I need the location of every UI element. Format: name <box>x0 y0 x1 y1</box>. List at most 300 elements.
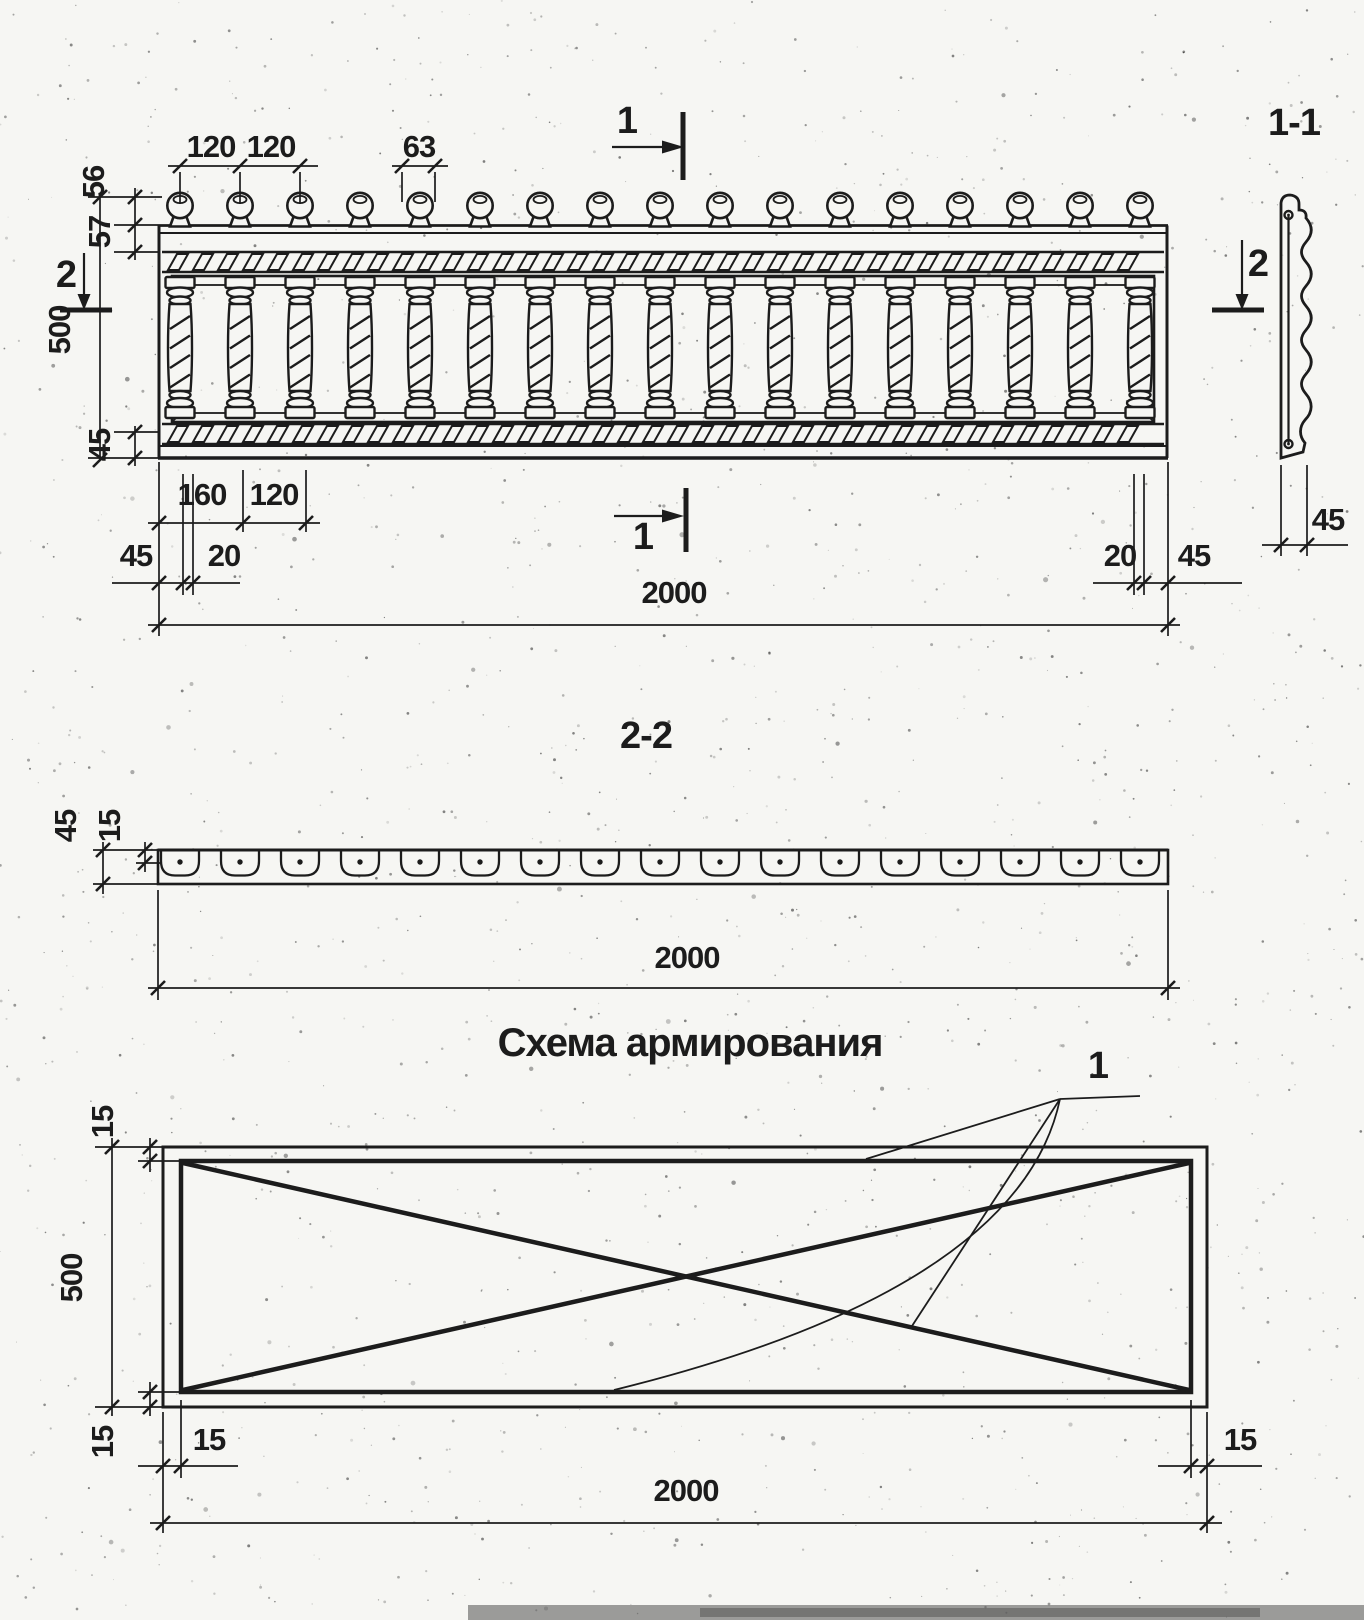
noise-dot <box>1239 610 1241 612</box>
noise-dot <box>844 163 846 165</box>
finial-knob <box>827 193 852 227</box>
dim-label: 2000 <box>654 940 720 975</box>
noise-dot <box>828 550 829 551</box>
noise-dot <box>636 569 639 572</box>
noise-dot <box>858 523 861 526</box>
noise-dot <box>276 389 277 390</box>
noise-dot <box>67 98 69 100</box>
noise-dot <box>1271 771 1274 774</box>
noise-dot <box>845 1200 847 1202</box>
socket-rebar-dot <box>837 859 842 864</box>
noise-dot <box>365 656 368 659</box>
rebar-end-dot-core <box>1287 214 1290 217</box>
noise-dot <box>329 728 331 730</box>
noise-dot <box>208 977 211 980</box>
noise-dot <box>1262 940 1265 943</box>
noise-dot <box>194 176 196 178</box>
noise-dot <box>123 496 126 499</box>
noise-dot <box>466 685 469 688</box>
noise-dot <box>1129 1345 1132 1348</box>
noise-dot <box>229 1155 230 1156</box>
noise-dot <box>1164 267 1165 268</box>
noise-dot <box>1080 672 1083 675</box>
noise-dot <box>1343 893 1345 895</box>
noise-dot <box>1014 845 1015 846</box>
noise-dot <box>28 199 29 200</box>
socket-rebar-dot <box>477 859 482 864</box>
noise-dot <box>690 408 692 410</box>
noise-dot <box>76 426 78 428</box>
noise-dot <box>147 140 150 143</box>
noise-dot <box>942 1394 945 1397</box>
noise-dot <box>278 469 281 472</box>
noise-dot <box>1057 1091 1058 1092</box>
noise-dot <box>554 1271 556 1273</box>
noise-dot <box>1138 595 1139 596</box>
noise-dot <box>679 1186 681 1188</box>
noise-dot <box>978 947 980 949</box>
noise-dot <box>43 1036 46 1039</box>
noise-dot <box>930 1287 933 1290</box>
noise-dot <box>970 638 972 640</box>
noise-dot <box>33 1451 35 1453</box>
noise-dot <box>1015 1489 1016 1490</box>
noise-dot <box>550 1524 551 1525</box>
noise-dot <box>384 1501 386 1503</box>
baluster <box>346 277 375 418</box>
noise-dot <box>1011 834 1013 836</box>
noise-dot <box>129 1508 132 1511</box>
finial-knob <box>887 193 912 227</box>
noise-dot <box>1127 1057 1129 1059</box>
noise-dot <box>1029 657 1032 660</box>
noise-dot <box>735 819 738 822</box>
finial-knob <box>947 193 972 227</box>
noise-dot <box>1249 158 1251 160</box>
noise-dot <box>1138 1358 1140 1360</box>
noise-dot <box>726 592 729 595</box>
noise-dot <box>858 572 860 574</box>
noise-dot <box>796 909 797 910</box>
noise-dot <box>146 1157 149 1160</box>
dim-label: 56 <box>76 165 111 199</box>
noise-dot <box>1262 1201 1265 1204</box>
noise-dot <box>366 229 368 231</box>
dim-label: 15 <box>85 1425 120 1459</box>
noise-dot <box>749 770 750 771</box>
noise-dot <box>1001 1438 1003 1440</box>
noise-dot <box>780 912 783 915</box>
noise-dot <box>133 1298 136 1301</box>
noise-dot <box>474 1533 475 1534</box>
noise-dot <box>1153 1016 1154 1017</box>
noise-dot <box>674 1401 678 1405</box>
noise-dot <box>831 777 833 779</box>
noise-dot <box>871 1199 873 1201</box>
noise-dot <box>1362 265 1364 267</box>
noise-dot <box>332 938 334 940</box>
noise-dot <box>324 89 327 92</box>
noise-dot <box>427 121 429 123</box>
noise-dot <box>229 1353 231 1355</box>
noise-dot <box>29 768 31 770</box>
dim-label: 15 <box>1223 1422 1257 1457</box>
noise-dot <box>518 1351 520 1353</box>
noise-dot <box>924 601 927 604</box>
noise-dot <box>59 762 62 765</box>
noise-dot <box>788 839 791 842</box>
noise-dot <box>5 237 8 240</box>
noise-dot <box>824 1489 826 1491</box>
noise-dot <box>75 5 76 6</box>
noise-dot <box>807 1224 809 1226</box>
noise-dot <box>261 1188 263 1190</box>
noise-dot <box>419 643 420 644</box>
noise-dot <box>222 1411 224 1413</box>
noise-dot <box>468 1038 471 1041</box>
noise-dot <box>1273 683 1275 685</box>
noise-dot <box>1183 52 1184 53</box>
noise-dot <box>1295 652 1297 654</box>
noise-dot <box>496 930 498 932</box>
noise-dot <box>1129 524 1131 526</box>
noise-dot <box>1237 70 1239 72</box>
noise-dot <box>1131 946 1133 948</box>
noise-dot <box>1024 1165 1025 1166</box>
noise-dot <box>1173 789 1175 791</box>
noise-dot <box>929 1228 931 1230</box>
noise-dot <box>962 1498 964 1500</box>
noise-dot <box>972 1438 973 1439</box>
finial-knob <box>1127 193 1152 227</box>
noise-dot <box>88 1413 90 1415</box>
noise-dot <box>896 1235 898 1237</box>
noise-dot <box>119 1054 122 1057</box>
noise-dot <box>1012 819 1014 821</box>
noise-dot <box>1304 923 1305 924</box>
noise-dot <box>639 665 640 666</box>
noise-dot <box>993 640 995 642</box>
socket-rebar-dot <box>177 859 182 864</box>
noise-dot <box>1240 360 1242 362</box>
noise-dot <box>507 55 509 57</box>
noise-dot <box>952 55 955 58</box>
noise-dot <box>409 1283 411 1285</box>
noise-dot <box>1227 1541 1230 1544</box>
noise-dot <box>1355 194 1357 196</box>
noise-dot <box>1309 1297 1312 1300</box>
noise-dot <box>956 908 959 911</box>
noise-dot <box>737 993 738 994</box>
noise-dot <box>77 871 79 873</box>
noise-dot <box>1004 390 1007 393</box>
noise-dot <box>88 766 91 769</box>
noise-dot <box>0 1000 3 1003</box>
noise-dot <box>1250 345 1252 347</box>
noise-dot <box>1034 657 1036 659</box>
noise-dot <box>233 750 236 753</box>
noise-dot <box>1231 603 1233 605</box>
noise-dot <box>340 713 342 715</box>
noise-dot <box>289 108 290 109</box>
noise-dot <box>1136 724 1139 727</box>
noise-dot <box>102 986 103 987</box>
noise-dot <box>175 1459 176 1460</box>
noise-dot <box>432 701 434 703</box>
noise-dot <box>287 1170 290 1173</box>
noise-dot <box>1031 1595 1033 1597</box>
noise-dot <box>760 484 761 485</box>
noise-dot <box>584 1319 587 1322</box>
noise-dot <box>542 168 543 169</box>
noise-dot <box>401 972 403 974</box>
noise-dot <box>88 1487 90 1489</box>
noise-dot <box>1282 255 1283 256</box>
noise-dot <box>823 587 825 589</box>
noise-dot <box>512 194 514 196</box>
noise-dot <box>235 47 237 49</box>
noise-dot <box>1007 594 1010 597</box>
noise-dot <box>290 566 293 569</box>
noise-dot <box>39 388 42 391</box>
noise-dot <box>62 1234 65 1237</box>
noise-dot <box>112 576 113 577</box>
noise-dot <box>530 1152 533 1155</box>
noise-dot <box>74 1377 77 1380</box>
noise-dot <box>1193 507 1194 508</box>
noise-dot <box>33 1586 35 1588</box>
noise-dot <box>138 1333 141 1336</box>
noise-dot <box>862 1418 864 1420</box>
noise-dot <box>1060 249 1062 251</box>
noise-dot <box>104 1234 105 1235</box>
noise-dot <box>62 915 64 917</box>
noise-dot <box>746 813 747 814</box>
noise-dot <box>1306 9 1308 11</box>
noise-dot <box>66 139 68 141</box>
noise-dot <box>463 1321 466 1324</box>
noise-dot <box>364 13 366 15</box>
noise-dot <box>502 1363 503 1364</box>
noise-dot <box>198 886 199 887</box>
baluster-plinth <box>946 407 975 418</box>
noise-dot <box>900 76 903 79</box>
baluster <box>586 277 615 418</box>
noise-dot <box>403 14 405 16</box>
noise-dot <box>609 1240 610 1241</box>
noise-dot <box>399 299 400 300</box>
noise-dot <box>1031 1542 1033 1544</box>
noise-dot <box>1051 655 1054 658</box>
noise-dot <box>523 469 525 471</box>
noise-dot <box>130 770 134 774</box>
noise-dot <box>961 178 963 180</box>
noise-dot <box>1139 1597 1141 1599</box>
noise-dot <box>290 650 292 652</box>
noise-dot <box>3 348 5 350</box>
noise-dot <box>881 671 882 672</box>
noise-dot <box>13 259 16 262</box>
noise-dot <box>50 1427 52 1429</box>
noise-dot <box>1179 1195 1181 1197</box>
noise-dot <box>371 526 373 528</box>
noise-dot <box>1001 777 1003 779</box>
noise-dot <box>813 598 814 599</box>
noise-dot <box>909 1468 912 1471</box>
noise-dot <box>292 537 297 542</box>
noise-dot <box>668 1289 670 1291</box>
noise-dot <box>748 748 750 750</box>
noise-dot <box>1270 21 1272 23</box>
noise-dot <box>1296 820 1300 824</box>
noise-dot <box>229 81 230 82</box>
noise-dot <box>1336 95 1339 98</box>
noise-dot <box>265 1298 268 1301</box>
noise-dot <box>969 1190 970 1191</box>
noise-dot <box>538 529 540 531</box>
noise-dot <box>505 919 506 920</box>
noise-dot <box>932 416 934 418</box>
noise-dot <box>733 786 734 787</box>
noise-dot <box>626 984 628 986</box>
noise-dot <box>780 1280 782 1282</box>
noise-dot <box>655 761 657 763</box>
noise-dot <box>885 837 886 838</box>
baluster-plinth <box>706 407 735 418</box>
noise-dot <box>479 1579 480 1580</box>
noise-dot <box>864 800 867 803</box>
noise-dot <box>977 500 979 502</box>
noise-dot <box>47 543 48 544</box>
noise-dot <box>873 647 874 648</box>
noise-dot <box>180 1108 181 1109</box>
noise-dot <box>1290 1453 1292 1455</box>
noise-dot <box>1359 314 1361 316</box>
noise-dot <box>371 1445 372 1446</box>
noise-dot <box>452 1593 454 1595</box>
noise-dot <box>541 548 542 549</box>
noise-dot <box>516 901 518 903</box>
noise-dot <box>1170 804 1172 806</box>
noise-dot <box>901 1306 902 1307</box>
noise-dot <box>997 804 999 806</box>
noise-dot <box>580 1506 582 1508</box>
noise-dot <box>1116 1456 1118 1458</box>
noise-dot <box>677 1142 678 1143</box>
noise-dot <box>59 84 62 87</box>
noise-dot <box>768 718 771 721</box>
noise-dot <box>68 65 70 67</box>
noise-dot <box>620 465 622 467</box>
noise-dot <box>649 773 651 775</box>
noise-dot <box>879 184 882 187</box>
noise-dot <box>539 841 542 844</box>
noise-dot <box>45 1517 47 1519</box>
noise-dot <box>282 701 283 702</box>
noise-dot <box>645 47 647 49</box>
noise-dot <box>125 1131 127 1133</box>
noise-dot <box>821 1083 822 1084</box>
noise-dot <box>855 548 858 551</box>
noise-dot <box>347 676 349 678</box>
noise-dot <box>558 840 560 842</box>
noise-dot <box>576 415 579 418</box>
noise-dot <box>1308 1348 1311 1351</box>
noise-dot <box>738 935 741 938</box>
noise-dot <box>1352 111 1354 113</box>
noise-dot <box>45 1232 47 1234</box>
noise-dot <box>951 1040 954 1043</box>
noise-dot <box>76 1608 79 1611</box>
noise-dot <box>844 689 846 691</box>
noise-dot <box>763 449 765 451</box>
noise-dot <box>1102 1334 1103 1335</box>
noise-dot <box>1107 1311 1109 1313</box>
noise-dot <box>283 636 286 639</box>
section-mark-label: 1 <box>632 516 654 558</box>
noise-dot <box>557 887 562 892</box>
noise-dot <box>16 1342 17 1343</box>
noise-dot <box>595 23 598 26</box>
noise-dot <box>149 1494 151 1496</box>
noise-dot <box>1062 1382 1063 1383</box>
noise-dot <box>817 709 819 711</box>
noise-dot <box>125 858 127 860</box>
noise-dot <box>1249 191 1250 192</box>
noise-dot <box>329 137 332 140</box>
noise-dot <box>1311 995 1314 998</box>
noise-dot <box>874 397 876 399</box>
noise-dot <box>1174 73 1177 76</box>
noise-dot <box>534 1350 536 1352</box>
noise-dot <box>964 878 966 880</box>
noise-dot <box>1011 462 1014 465</box>
noise-dot <box>480 67 481 68</box>
noise-dot <box>908 1088 910 1090</box>
noise-dot <box>1215 1098 1216 1099</box>
noise-dot <box>925 833 926 834</box>
noise-dot <box>815 543 818 546</box>
noise-dot <box>1044 903 1045 904</box>
section-mark-label: 2 <box>55 254 77 296</box>
noise-dot <box>813 463 817 467</box>
noise-dot <box>44 952 45 953</box>
noise-dot <box>365 1143 368 1146</box>
socket-rebar-dot <box>657 859 662 864</box>
noise-dot <box>42 616 43 617</box>
noise-dot <box>582 1102 584 1104</box>
noise-dot <box>298 1238 299 1239</box>
noise-dot <box>1009 962 1010 963</box>
noise-dot <box>137 82 140 85</box>
noise-dot <box>392 1019 394 1021</box>
noise-dot <box>1354 919 1357 922</box>
noise-dot <box>989 1253 991 1255</box>
noise-dot <box>1175 1307 1177 1309</box>
noise-dot <box>91 1574 92 1575</box>
noise-dot <box>566 45 568 47</box>
noise-dot <box>1113 114 1116 117</box>
noise-dot <box>553 1128 555 1130</box>
noise-dot <box>1015 1170 1016 1171</box>
noise-dot <box>1005 27 1008 30</box>
baluster-plinth <box>526 407 555 418</box>
noise-dot <box>1281 1578 1283 1580</box>
noise-dot <box>216 864 218 866</box>
noise-dot <box>489 637 491 639</box>
noise-dot <box>968 1165 971 1168</box>
noise-dot <box>554 649 557 652</box>
